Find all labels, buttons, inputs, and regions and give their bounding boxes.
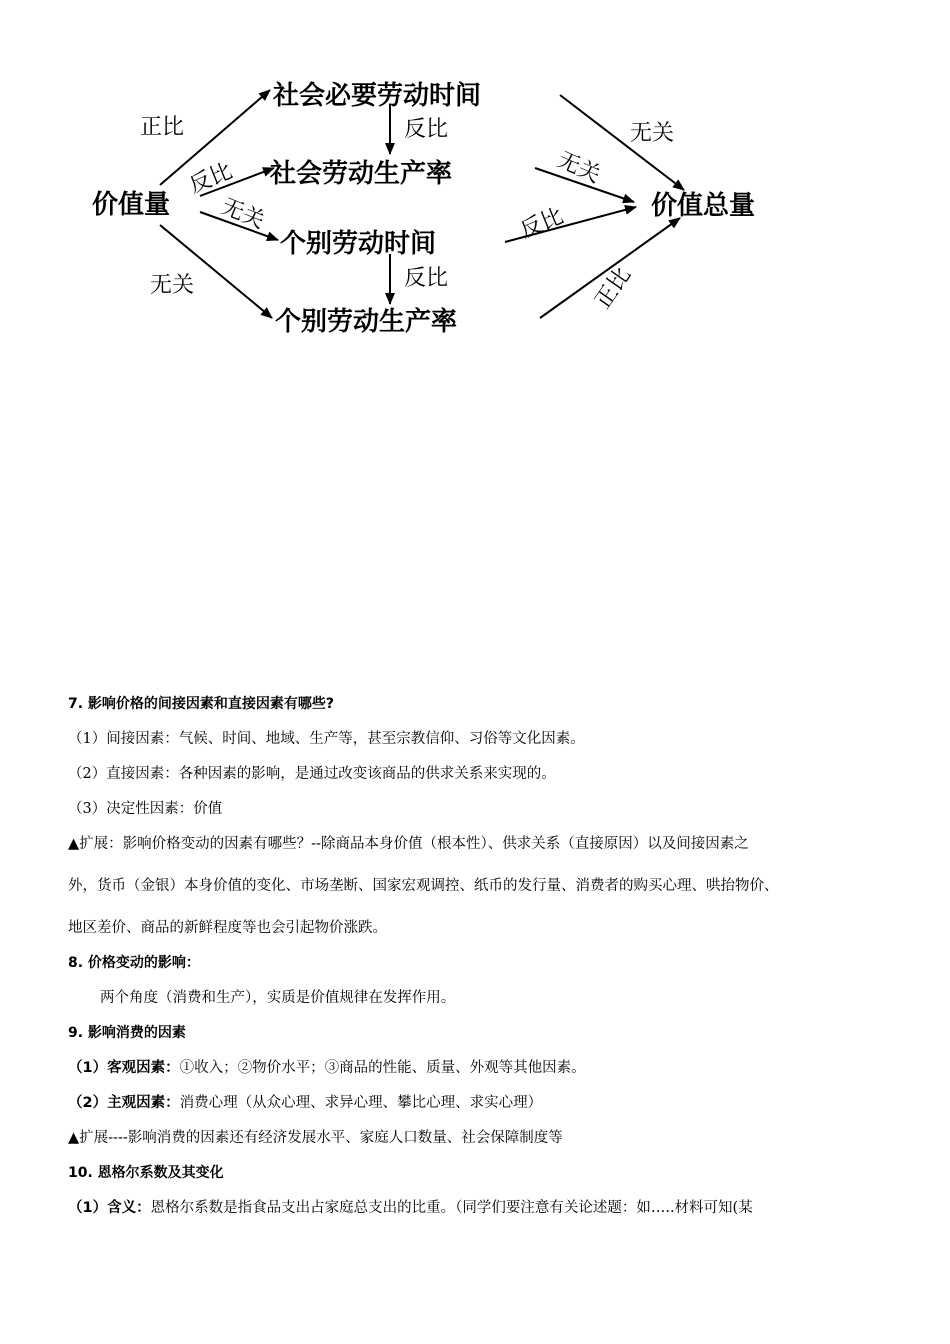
value-relationship-diagram — [0, 0, 950, 360]
extension-paragraph: ▲扩展：影响价格变动的因素有哪些？--除商品本身价值（根本性）、供求关系（直接原因）以及间接因素之 — [68, 836, 749, 852]
extension-paragraph: 外，货币（金银）本身价值的变化、市场垄断、国家宏观调控、纸币的发行量、消费者的购买心理、哄抬物价、 — [68, 878, 779, 894]
extension-paragraph: 地区差价、商品的新鲜程度等也会引起物价涨跌。 — [68, 920, 387, 936]
node-individual-labor-productivity: 个别劳动生产率 — [275, 307, 458, 337]
edge-label-direct-ratio: 正比 — [140, 115, 185, 140]
edge-label-unrelated: 无关 — [150, 273, 195, 298]
edge-label-unrelated: 无关 — [217, 194, 268, 235]
node-total-value: 价值总量 — [651, 191, 756, 221]
node-individual-labor-time: 个别劳动时间 — [280, 229, 437, 259]
section-7-title: 7. 影响价格的间接因素和直接因素有哪些? — [68, 696, 335, 712]
paragraph — [68, 1093, 898, 1113]
edge-label-inverse-ratio: 反比 — [404, 266, 449, 291]
edge-label-unrelated: 无关 — [553, 147, 604, 189]
paragraph: （2）直接因素：各种因素的影响，是通过改变该商品的供求关系来实现的。 — [68, 766, 556, 782]
arrow-value-to-individual-productivity — [160, 225, 272, 318]
extension-paragraph: ▲扩展----影响消费的因素还有经济发展水平、家庭人口数量、社会保障制度等 — [68, 1130, 563, 1146]
node-value-amount: 价值量 — [92, 190, 171, 220]
node-social-labor-productivity: 社会劳动生产率 — [270, 159, 453, 189]
node-social-necessary-labor-time: 社会必要劳动时间 — [273, 81, 482, 111]
edge-label-inverse-ratio: 反比 — [185, 158, 237, 199]
document-body — [68, 694, 898, 1218]
item-text: ①收入；②物价水平；③商品的性能、质量、外观等其他因素。 — [179, 1060, 586, 1076]
item-label: （2）主观因素： — [68, 1095, 180, 1111]
paragraph — [68, 1198, 898, 1218]
edge-label-inverse-ratio: 反比 — [404, 117, 449, 142]
section-10-title: 10. 恩格尔系数及其变化 — [68, 1165, 224, 1181]
edge-label-inverse-ratio: 反比 — [516, 203, 568, 244]
edge-label-direct-ratio: 正比 — [590, 263, 637, 314]
item-label: （1）客观因素： — [68, 1060, 180, 1076]
paragraph — [68, 1058, 898, 1078]
item-text: 恩格尔系数是指食品支出占家庭总支出的比重。（同学们要注意有关论述题：如…..材料可知(某 — [150, 1200, 753, 1216]
paragraph: （3）决定性因素：价值 — [68, 801, 223, 817]
paragraph: （1）间接因素：气候、时间、地域、生产等，甚至宗教信仰、习俗等文化因素。 — [68, 731, 585, 747]
section-9-title: 9. 影响消费的因素 — [68, 1025, 186, 1041]
edge-label-unrelated: 无关 — [630, 121, 675, 146]
section-8-title: 8. 价格变动的影响： — [68, 955, 200, 971]
item-label: （1）含义： — [68, 1200, 151, 1216]
item-text: 消费心理（从众心理、求异心理、攀比心理、求实心理） — [179, 1095, 543, 1111]
paragraph: 两个角度（消费和生产），实质是价值规律在发挥作用。 — [100, 990, 456, 1006]
